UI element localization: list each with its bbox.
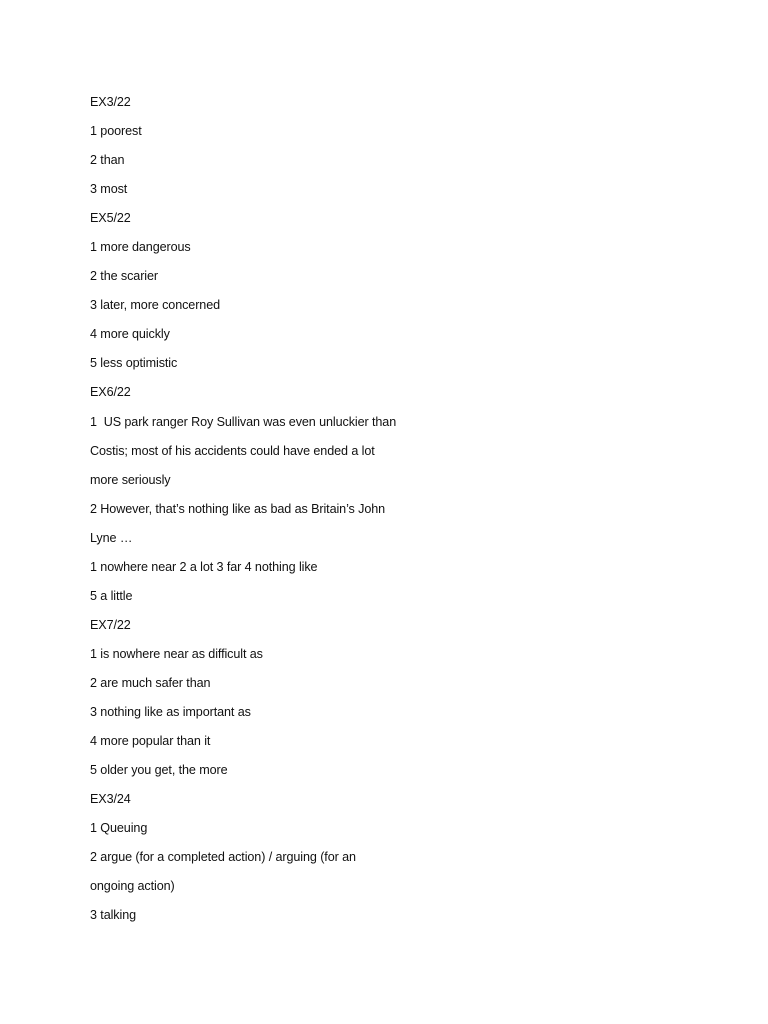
- text-line: EX5/22: [90, 211, 131, 226]
- text-line: more seriously: [90, 472, 171, 487]
- answer-key-text: [90, 93, 690, 935]
- text-line: 2 than: [90, 153, 125, 168]
- text-line: EX7/22: [90, 617, 131, 632]
- text-line: 2 However, that’s nothing like as bad as Britain’s John: [90, 501, 386, 516]
- text-line: 3 talking: [90, 908, 137, 923]
- text-line: 5 older you get, the more: [90, 763, 228, 778]
- text-line: Costis; most of his accidents could have ended a lot: [90, 443, 375, 458]
- text-line: 2 argue (for a completed action) / arguing (for an: [90, 850, 356, 865]
- text-line: ongoing action): [90, 879, 175, 894]
- text-line: EX3/24: [90, 792, 131, 807]
- text-line: 5 a little: [90, 588, 133, 603]
- text-line: Lyne …: [90, 530, 133, 545]
- text-line: 4 more quickly: [90, 327, 170, 342]
- text-line: 2 are much safer than: [90, 675, 211, 690]
- text-line: 1 nowhere near 2 a lot 3 far 4 nothing like: [90, 559, 318, 574]
- text-line: 4 more popular than it: [90, 734, 211, 749]
- text-line: 2 the scarier: [90, 269, 158, 284]
- text-line: 1 poorest: [90, 124, 142, 139]
- text-line: EX3/22: [90, 95, 131, 109]
- text-line: 1 is nowhere near as difficult as: [90, 646, 263, 661]
- text-line: 1 Queuing: [90, 821, 148, 836]
- text-line: 5 less optimistic: [90, 356, 178, 371]
- text-line: 3 later, more concerned: [90, 298, 221, 313]
- text-line: 3 nothing like as important as: [90, 704, 251, 719]
- text-line: EX6/22: [90, 385, 131, 400]
- text-line: 1 more dangerous: [90, 240, 191, 255]
- text-line: 1 US park ranger Roy Sullivan was even unluckier than: [90, 414, 397, 429]
- text-line: 3 most: [90, 182, 128, 197]
